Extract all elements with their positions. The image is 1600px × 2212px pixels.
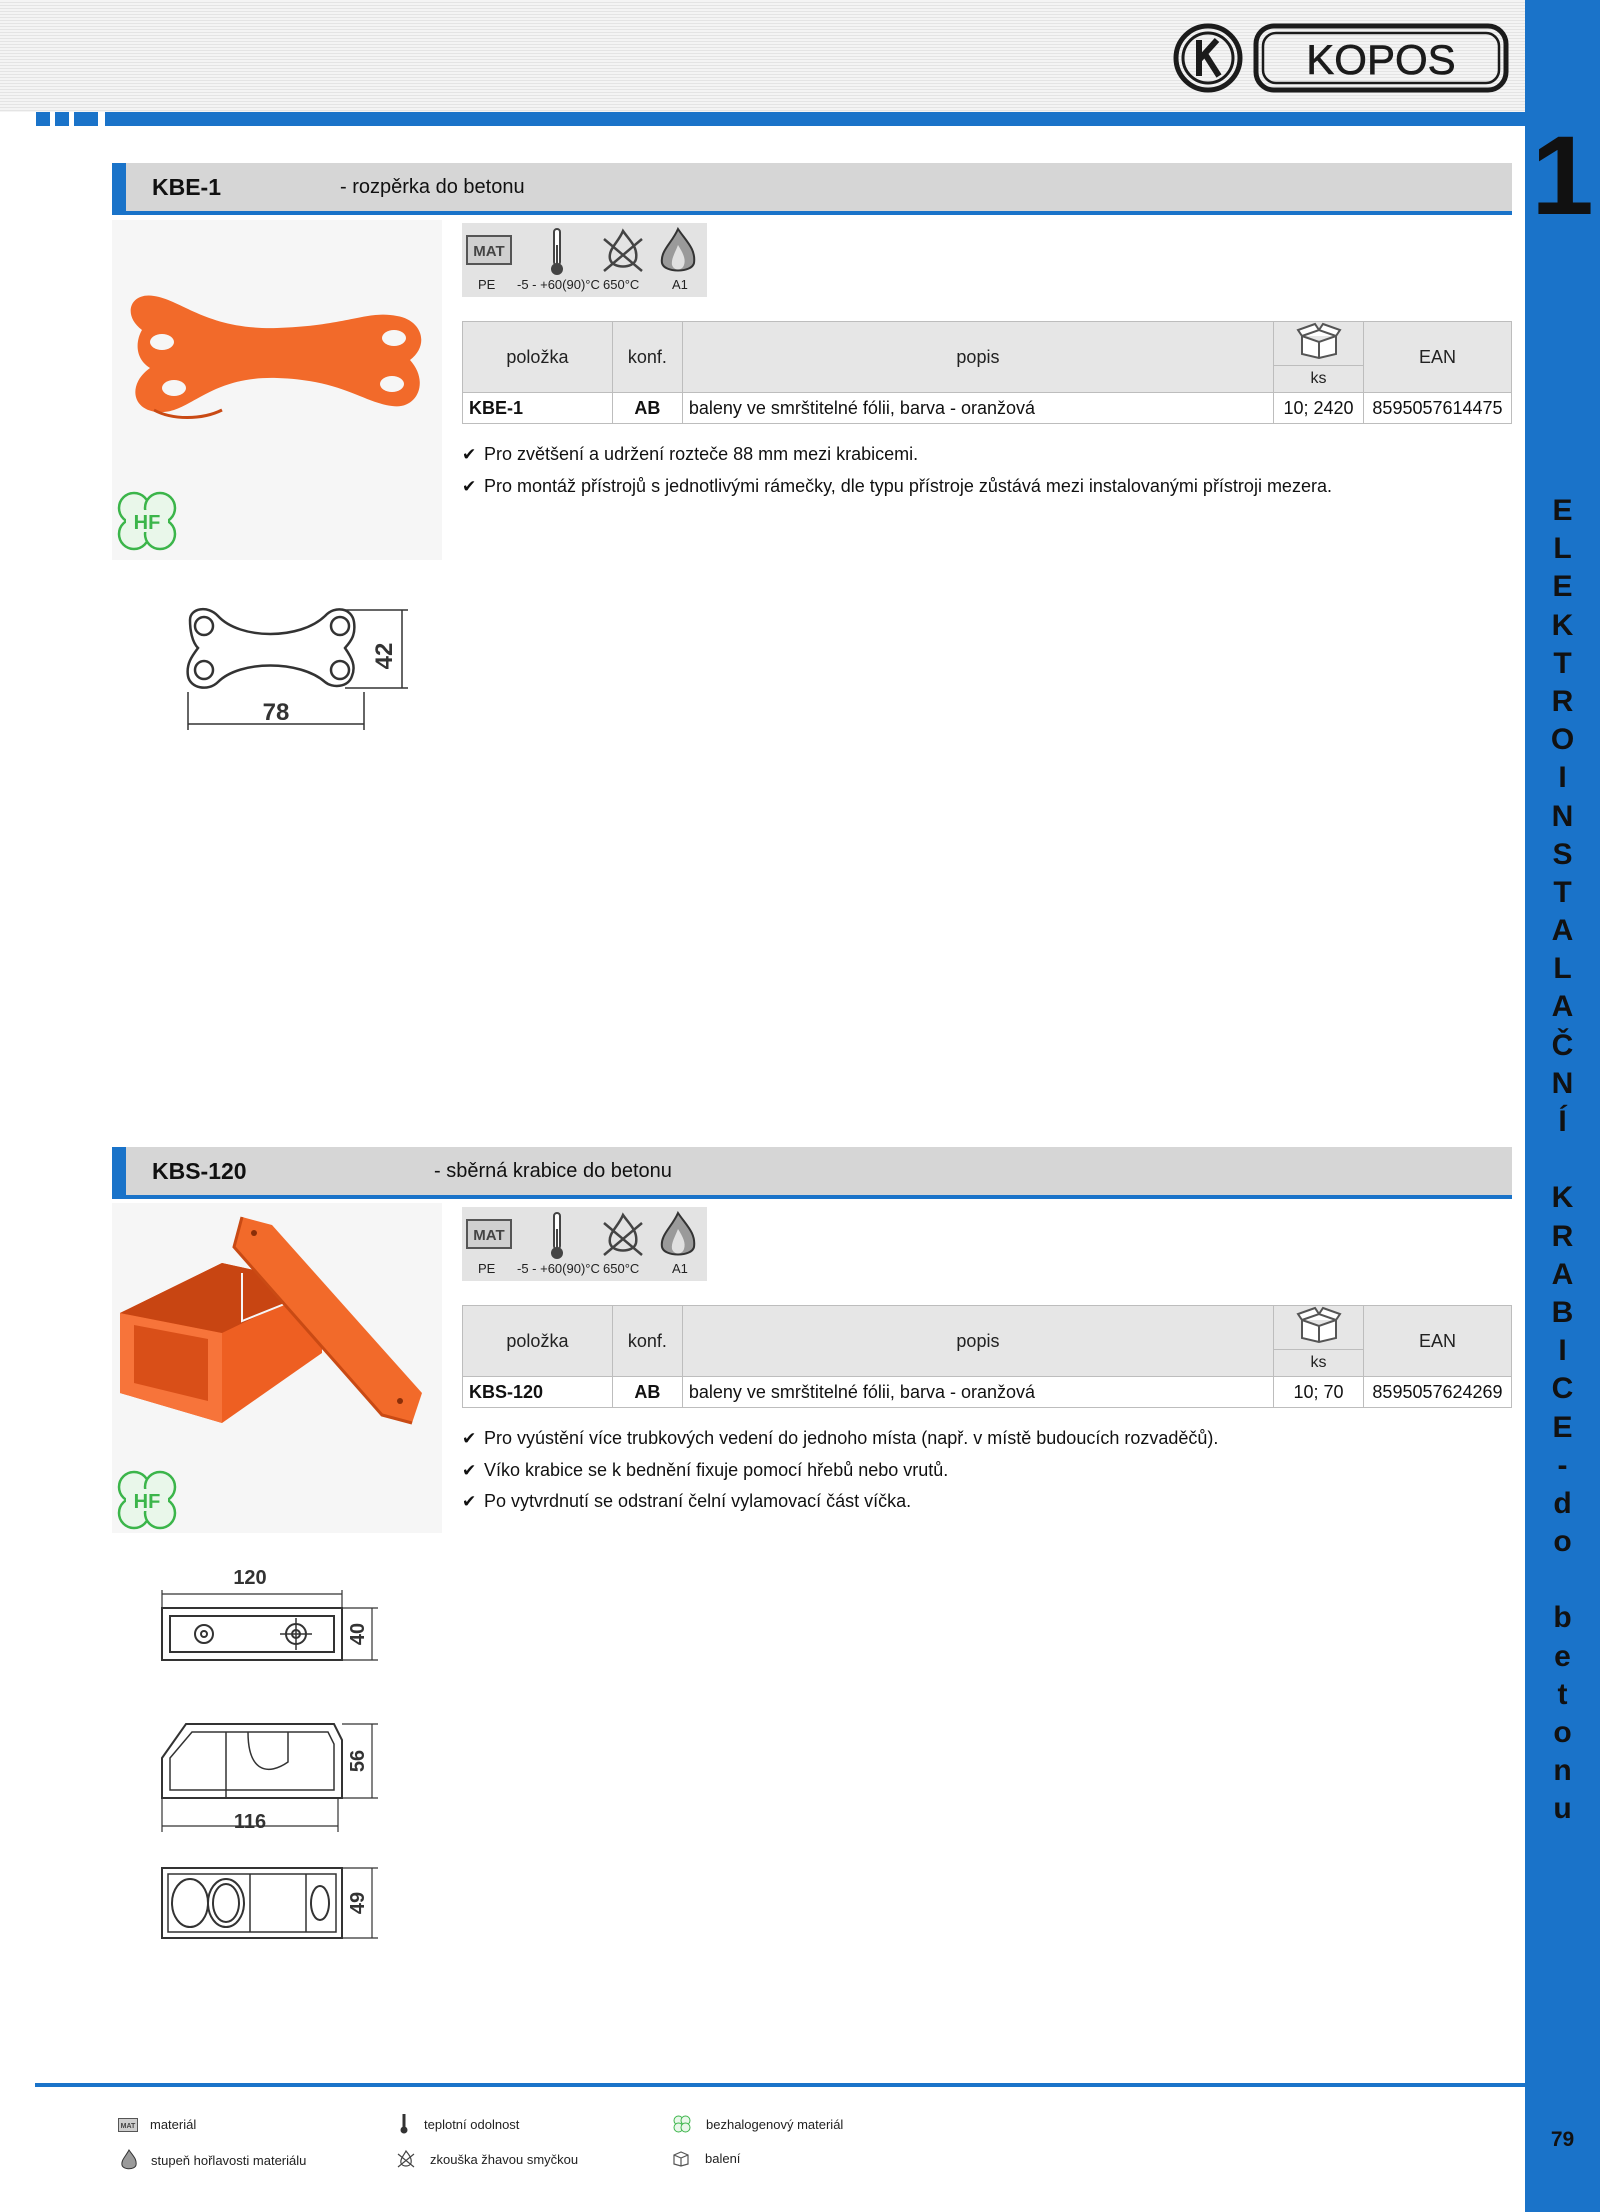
- cell-pack: 10; 2420: [1274, 393, 1364, 424]
- header-square: [74, 112, 98, 126]
- vertical-letter: E: [1552, 570, 1573, 604]
- svg-text:116: 116: [233, 1811, 267, 1833]
- material-label: PE: [478, 277, 496, 292]
- col-header-ean: EAN: [1363, 322, 1511, 393]
- thermometer-icon: [548, 1211, 566, 1266]
- cell-desc: baleny ve smrštitelné fólii, barva - oranžová: [682, 393, 1273, 424]
- page-number: 79: [1550, 2128, 1575, 2151]
- vertical-letter: Í: [1558, 1105, 1567, 1138]
- thermometer-icon: [548, 227, 566, 282]
- svg-text:KOPOS: KOPOS: [1306, 36, 1456, 83]
- vertical-letter: u: [1553, 1792, 1572, 1826]
- col-header-pack: ks: [1274, 366, 1364, 393]
- legend-item: zkouška žhavou smyčkou: [396, 2149, 578, 2169]
- section-code: KBS-120: [152, 1158, 247, 1184]
- feature-list: [462, 439, 1332, 502]
- section-description: - rozpěrka do betonu: [340, 176, 525, 198]
- svg-text:78: 78: [262, 699, 290, 726]
- vertical-letter: A: [1551, 914, 1574, 948]
- vertical-letter: N: [1551, 799, 1574, 833]
- col-header-desc: popis: [682, 322, 1273, 393]
- box-icon: [1274, 1306, 1364, 1350]
- temperature-label: -5 - +60(90)°C: [517, 277, 600, 292]
- svg-text:56: 56: [347, 1749, 369, 1773]
- check-icon: ✔: [462, 1429, 477, 1448]
- vertical-letter: C: [1551, 1372, 1574, 1406]
- mat-icon: [466, 235, 512, 270]
- chapter-vertical-title: [1525, 492, 1600, 1829]
- vertical-letter: K: [1551, 1181, 1574, 1215]
- svg-text:49: 49: [347, 1891, 369, 1915]
- feature-list: [462, 1423, 1218, 1518]
- mat-icon: [466, 1219, 512, 1254]
- header-bar: [105, 112, 1525, 126]
- glow-wire-icon: [600, 227, 646, 280]
- vertical-letter: d: [1553, 1486, 1572, 1520]
- vertical-letter: E: [1552, 494, 1573, 527]
- vertical-letter: I: [1558, 761, 1567, 795]
- col-header-pack: ks: [1274, 1350, 1364, 1377]
- vertical-letter: o: [1553, 1525, 1572, 1559]
- temperature-label: -5 - +60(90)°C: [517, 1261, 600, 1276]
- header-square: [55, 112, 69, 126]
- flammability-label: A1: [672, 277, 688, 292]
- technical-drawing-kbe1: [180, 600, 420, 745]
- vertical-letter: R: [1551, 684, 1574, 718]
- vertical-letter: T: [1553, 875, 1572, 909]
- header-square: [36, 112, 50, 126]
- svg-text:HF: HF: [133, 1491, 161, 1513]
- hf-icon: [672, 2114, 692, 2134]
- vertical-letter: t: [1557, 1677, 1568, 1711]
- technical-drawing-kbs120: [158, 1562, 388, 1957]
- list-item: ✔ Po vytvrdnutí se odstraní čelní vylamovací část víčka.: [462, 1486, 1218, 1518]
- vertical-letter: o: [1553, 1716, 1572, 1749]
- vertical-letter: L: [1553, 952, 1572, 986]
- vertical-letter: -: [1557, 1448, 1568, 1482]
- col-header-item: položka: [463, 322, 613, 393]
- vertical-letter: b: [1553, 1601, 1572, 1635]
- product-table: [462, 1305, 1512, 1408]
- list-item: ✔ Víko krabice se k bednění fixuje pomocí hřebů nebo vrutů.: [462, 1455, 1218, 1487]
- vertical-letter: K: [1551, 608, 1574, 642]
- legend-item: stupeň hořlavosti materiálu: [120, 2149, 306, 2171]
- section-title-bar: [112, 163, 1512, 215]
- vertical-letter: B: [1551, 1295, 1574, 1329]
- material-label: PE: [478, 1261, 496, 1276]
- product-table: [462, 321, 1512, 424]
- col-header-conf: konf.: [612, 1306, 682, 1377]
- check-icon: ✔: [462, 1460, 477, 1480]
- vertical-letter: A: [1551, 990, 1574, 1024]
- vertical-letter: [1525, 1561, 1600, 1599]
- check-icon: ✔: [462, 445, 477, 464]
- legend-item: MAT materiál: [118, 2117, 196, 2132]
- legend-item: teplotní odolnost: [400, 2114, 519, 2134]
- chapter-number: 1: [1531, 113, 1594, 238]
- flame-icon: [658, 1211, 698, 1266]
- svg-text:MAT: MAT: [473, 243, 505, 260]
- check-icon: ✔: [462, 476, 477, 496]
- section-code: KBE-1: [152, 174, 222, 200]
- vertical-letter: [1525, 1141, 1600, 1179]
- vertical-letter: A: [1551, 1257, 1574, 1291]
- cell-conf: AB: [612, 393, 682, 424]
- cell-ean: 8595057624269: [1363, 1377, 1511, 1408]
- section-description: - sběrná krabice do betonu: [434, 1160, 672, 1182]
- hf-badge-icon: [112, 1465, 182, 1540]
- glow-wire-icon: [600, 1211, 646, 1264]
- vertical-letter: Č: [1551, 1028, 1574, 1062]
- svg-text:40: 40: [347, 1622, 369, 1646]
- vertical-letter: O: [1550, 723, 1575, 757]
- vertical-letter: E: [1552, 1410, 1573, 1444]
- vertical-letter: T: [1553, 646, 1572, 680]
- vertical-letter: n: [1553, 1754, 1572, 1788]
- svg-text:42: 42: [371, 642, 398, 670]
- box-icon: [1274, 322, 1364, 366]
- vertical-letter: S: [1552, 837, 1573, 871]
- glow-wire-label: 650°C: [603, 1261, 640, 1276]
- col-header-item: položka: [463, 1306, 613, 1377]
- vertical-letter: N: [1551, 1066, 1574, 1100]
- glow-wire-icon: [396, 2149, 416, 2169]
- svg-text:120: 120: [233, 1567, 267, 1589]
- table-row: [463, 1377, 1512, 1408]
- col-header-conf: konf.: [612, 322, 682, 393]
- mat-icon: [118, 2118, 138, 2132]
- property-icons: [462, 223, 707, 297]
- check-icon: ✔: [462, 1492, 477, 1511]
- cell-item: KBE-1: [463, 393, 613, 424]
- vertical-letter: R: [1551, 1219, 1574, 1253]
- flame-icon: [120, 2149, 138, 2171]
- vertical-letter: L: [1553, 532, 1572, 566]
- hf-badge-icon: [112, 486, 182, 561]
- svg-text:MAT: MAT: [120, 2122, 136, 2130]
- col-header-desc: popis: [682, 1306, 1273, 1377]
- box-icon: [671, 2149, 691, 2167]
- vertical-letter: I: [1558, 1334, 1567, 1368]
- list-item: ✔ Pro montáž přístrojů s jednotlivými rámečky, dle typu přístroje zůstává mezi instalovanými přístroji mezera.: [462, 471, 1332, 503]
- glow-wire-label: 650°C: [603, 277, 640, 292]
- col-header-ean: EAN: [1363, 1306, 1511, 1377]
- cell-item: KBS-120: [463, 1377, 613, 1408]
- legend-item: bezhalogenový materiál: [672, 2114, 843, 2134]
- cell-pack: 10; 70: [1274, 1377, 1364, 1408]
- svg-text:MAT: MAT: [473, 1227, 505, 1244]
- table-row: [463, 393, 1512, 424]
- vertical-letter: e: [1554, 1639, 1571, 1673]
- svg-text:HF: HF: [133, 512, 161, 534]
- legend-item: balení: [671, 2149, 740, 2167]
- footer-divider: [35, 2083, 1525, 2087]
- list-item: ✔ Pro vyústění více trubkových vedení do jednoho místa (např. v místě budoucích rozvaděčů).: [462, 1423, 1218, 1455]
- flame-icon: [658, 227, 698, 282]
- section-title-bar: [112, 1147, 1512, 1199]
- kopos-logo: [1172, 22, 1512, 99]
- flammability-label: A1: [672, 1261, 688, 1276]
- cell-desc: baleny ve smrštitelné fólii, barva - oranžová: [682, 1377, 1273, 1408]
- thermometer-icon: [400, 2114, 408, 2134]
- cell-conf: AB: [612, 1377, 682, 1408]
- property-icons: [462, 1207, 707, 1281]
- list-item: ✔ Pro zvětšení a udržení rozteče 88 mm mezi krabicemi.: [462, 439, 1332, 471]
- cell-ean: 8595057614475: [1363, 393, 1511, 424]
